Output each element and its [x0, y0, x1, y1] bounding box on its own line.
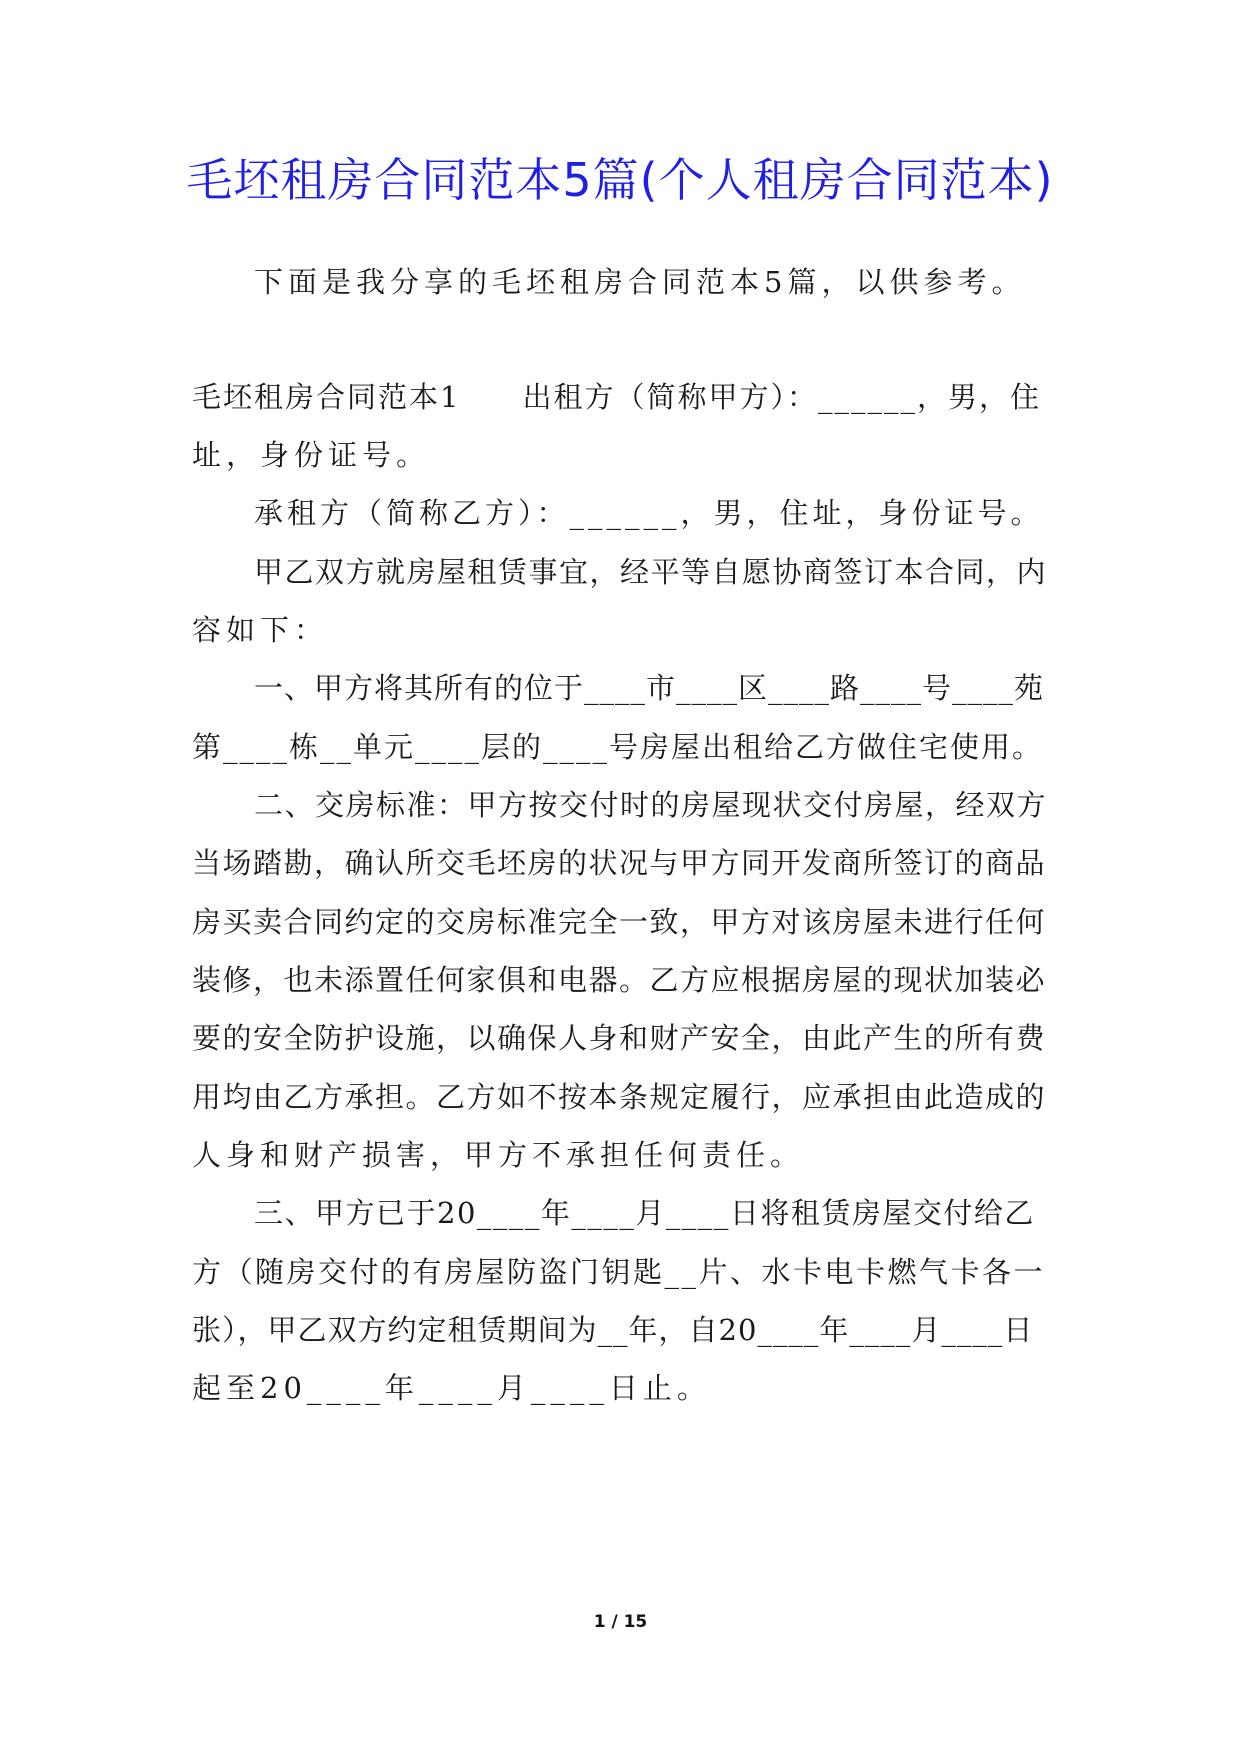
body-line: 当场踏勘，确认所交毛坯房的状况与甲方同开发商所签订的商品: [192, 846, 1047, 880]
body-line: 二、交房标准：甲方按交付时的房屋现状交付房屋，经双方: [254, 788, 1048, 822]
body-line: 方（随房交付的有房屋防盗门钥匙__片、水卡电卡燃气卡各一: [192, 1255, 1046, 1289]
body-line: 人身和财产损害，甲方不承担任何责任。: [192, 1138, 805, 1172]
body-line: 承租方（简称乙方）：______，男，住址，身份证号。: [254, 496, 1044, 530]
body-line: 起至20____年____月____日止。: [192, 1371, 711, 1405]
page-number: 1 / 15: [593, 1612, 648, 1632]
body-line: 第____栋__单元____层的____号房屋出租给乙方做住宅使用。: [192, 730, 1044, 764]
body-line: 房买卖合同约定的交房标准完全一致，甲方对该房屋未进行任何: [192, 905, 1047, 939]
body-line: 一、甲方将其所有的位于____市____区____路____号____苑: [254, 671, 1045, 705]
body-line: 要的安全防护设施，以确保人身和财产安全，由此产生的所有费: [192, 1021, 1047, 1055]
body-line: 毛坯租房合同范本1 出租方（简称甲方）：______，男，住: [192, 380, 1041, 414]
intro-line: 下面是我分享的毛坯租房合同范本5篇，以供参考。: [254, 265, 1026, 299]
body-line: 用均由乙方承担。乙方如不按本条规定履行，应承担由此造成的: [192, 1080, 1047, 1114]
body-line: 容如下：: [192, 613, 329, 647]
body-line: 甲乙双方就房屋租赁事宜，经平等自愿协商签订本合同，内: [254, 555, 1048, 589]
body-line: 址，身份证号。: [192, 438, 431, 472]
body-line: 三、甲方已于20____年____月____日将租赁房屋交付给乙: [254, 1196, 1035, 1230]
document-title: 毛坯租房合同范本5篇(个人租房合同范本): [186, 153, 1054, 207]
body-line: 张），甲乙双方约定租赁期间为__年，自20____年____月____日: [192, 1313, 1034, 1347]
body-line: 装修，也未添置任何家俱和电器。乙方应根据房屋的现状加装必: [192, 963, 1047, 997]
